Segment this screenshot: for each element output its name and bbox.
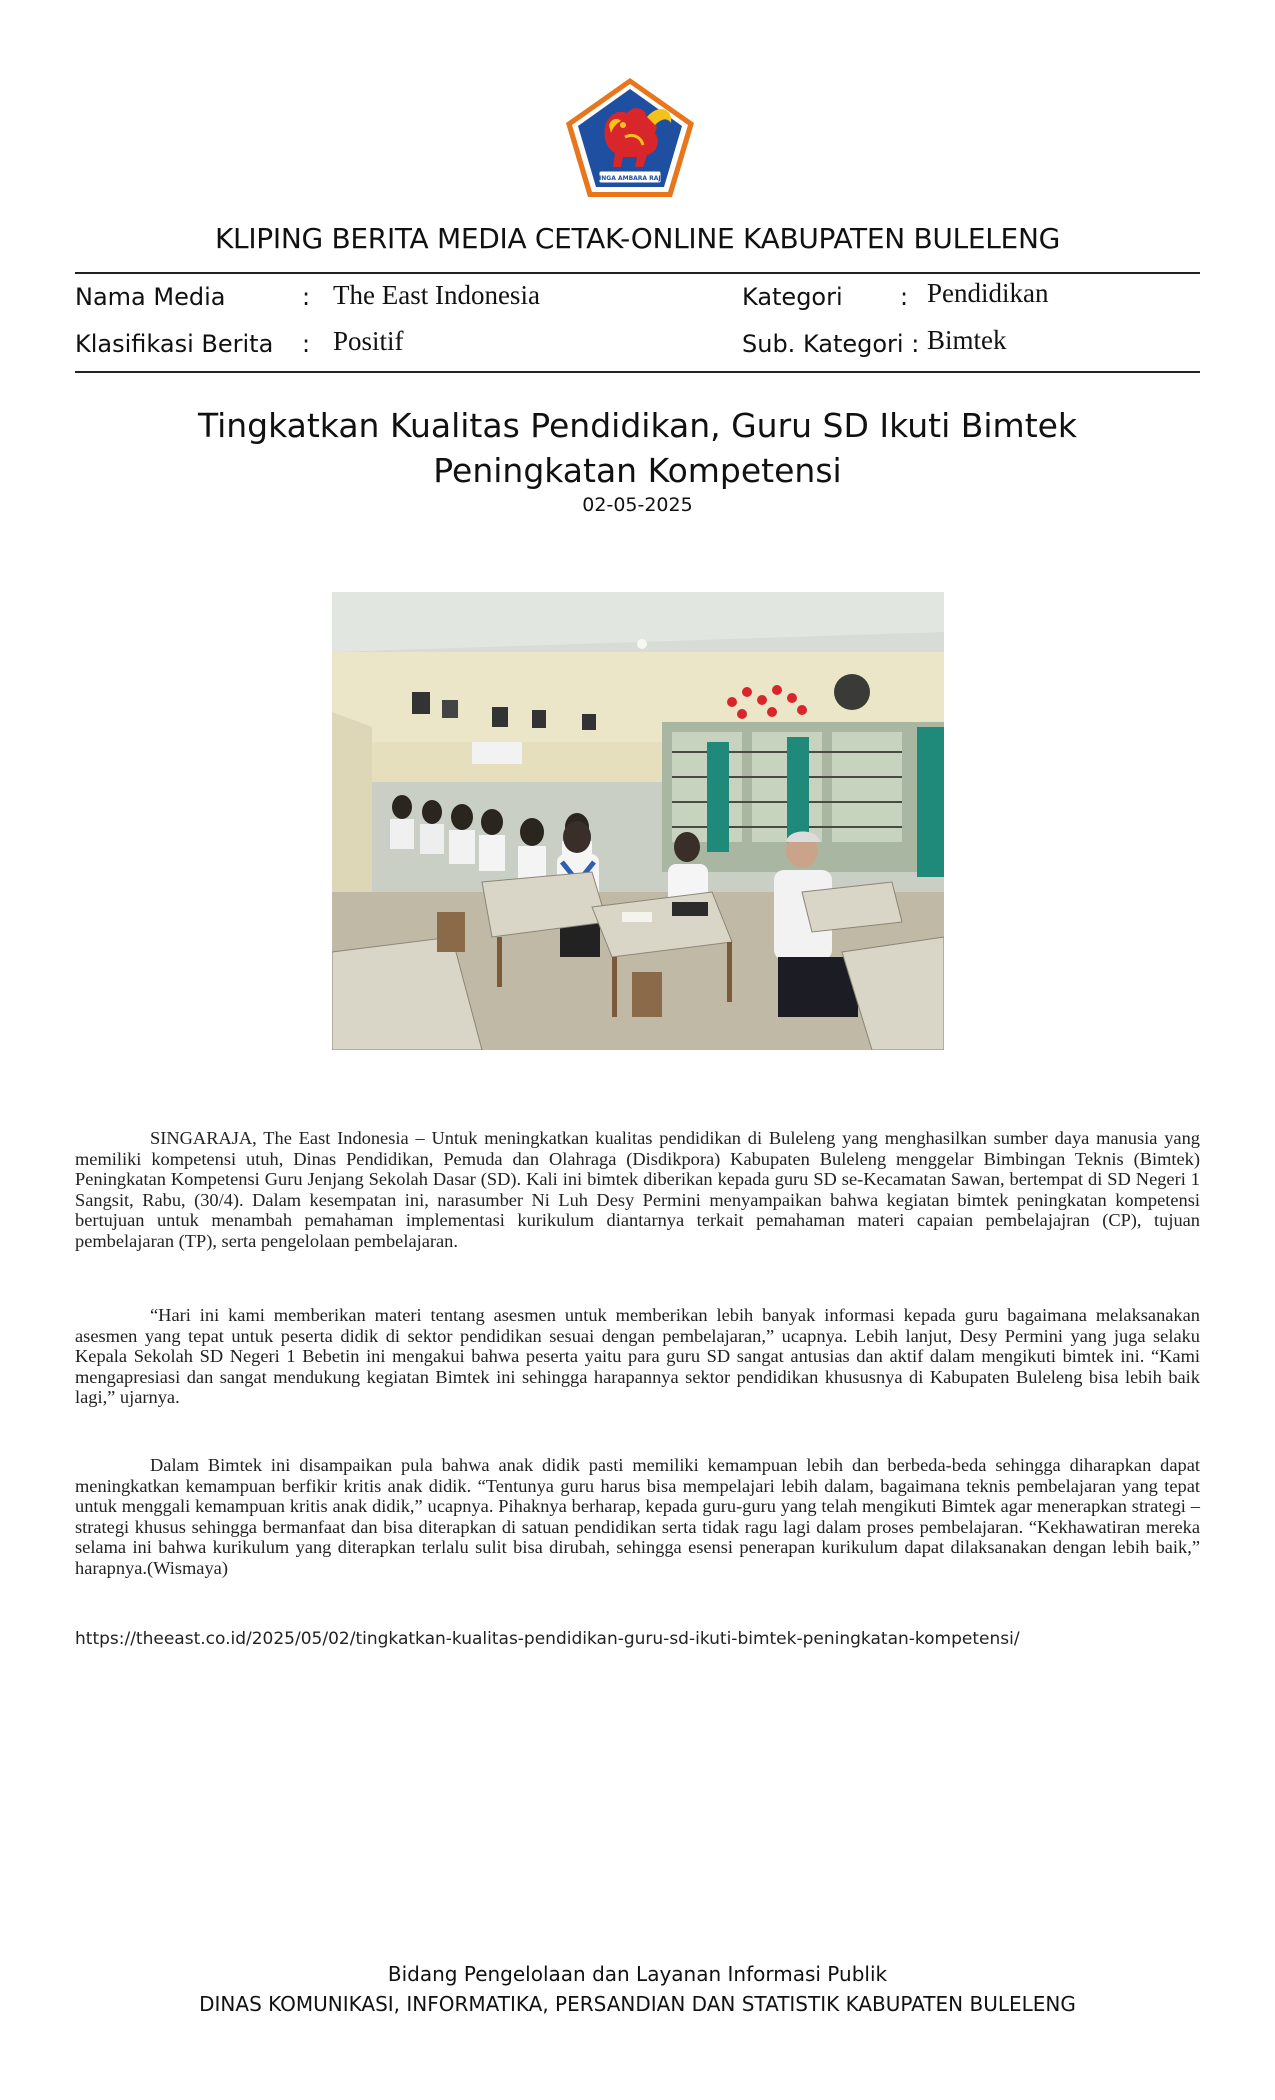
- footer-agency: DINAS KOMUNIKASI, INFORMATIKA, PERSANDIAN DAN STATISTIK KABUPATEN BULELENG: [199, 1992, 1076, 2016]
- article-title-line2: Peningkatan Kompetensi: [433, 451, 842, 490]
- klasifikasi-label: Klasifikasi Berita: [75, 330, 274, 358]
- media-colon: :: [302, 283, 311, 311]
- paragraph-text: SINGARAJA, The East Indonesia – Untuk meningkatkan kualitas pendidikan di Buleleng yang menghasilkan sumber daya manusia yang memiliki kompetensi utuh, Dinas Pendidikan, Pemuda dan Olahraga (Disdikpora) Kabupaten Buleleng menggelar Bimbingan Teknis (Bimtek) Peningkatan Kompetensi Guru Jenjang Sekolah Dasar (SD). Kali ini bimtek diberikan kepada guru SD se-Kecamatan Sawan, bertempat di SD Negeri 1 Sangsit, Rabu, (30/4). Dalam kesempatan ini, narasumber Ni Luh Desy Permini menyampaikan bahwa kegiatan bimtek peningkatan kompetensi bertujuan untuk menambah pemahaman implementasi kurikulum diantarnya terkait pemahaman materi capaian pembelajajran (CP), tujuan pembelajaran (TP), serta pengelolaan pembelajaran.: [75, 1128, 1200, 1251]
- subkategori-value: Bimtek: [927, 325, 1007, 355]
- article-title-line1: Tingkatkan Kualitas Pendidikan, Guru SD Ikuti Bimtek: [197, 406, 1078, 445]
- article-date: 02-05-2025: [582, 494, 693, 516]
- source-url: https://theeast.co.id/2025/05/02/tingkatkan-kualitas-pendidikan-guru-sd-ikuti-bimtek-peningkatan-kompetensi/: [75, 1629, 1020, 1649]
- header-rule-top: [75, 272, 1200, 274]
- classroom-photo: [332, 592, 944, 1050]
- paragraph-text: “Hari ini kami memberikan materi tentang asesmen untuk memberikan lebih banyak informasi kepada guru bagaimana melaksanakan asesmen yang tepat untuk peserta didik di sektor pendidikan sesuai dengan pembelajaran,” ucapnya. Lebih lanjut, Desy Permini yang juga selaku Kepala Sekolah SD Negeri 1 Bebetin ini mengakui bahwa peserta yaitu para guru SD sangat antusias dan aktif dalam mengikuti bimtek ini. “Kami mengapresiasi dan sangat mendukung kegiatan Bimtek ini sehingga harapannya sektor pendidikan khususnya di Kabupaten Buleleng bisa lebih baik lagi,” ujarnya.: [75, 1305, 1200, 1407]
- kategori-value: Pendidikan: [927, 278, 1049, 308]
- media-value: The East Indonesia: [333, 280, 540, 310]
- header-rule-bottom: [75, 371, 1200, 373]
- klasifikasi-value: Positif: [333, 326, 404, 356]
- article-title: [100, 403, 1175, 493]
- paragraph-text: Dalam Bimtek ini disampaikan pula bahwa anak didik pasti memiliki kemampuan lebih dan berbeda-beda sehingga diharapkan dapat meningkatkan kemampuan berfikir kritis anak didik. “Tentunya guru harus bisa mempelajari lebih dalam, bagaimana teknis pembelajaran yang tepat untuk menggali kemampuan kritis anak didik,” ucapnya. Pihaknya berharap, kepada guru-guru yang telah mengikuti Bimtek agar menerapkan strategi – strategi khusus sehingga bermanfaat dan bisa diterapkan di satuan pendidikan serta tidak ragu lagi dalam proses pembelajaran. “Kekhawatiran mereka selama ini bahwa kurikulum yang diterapkan terlalu sulit bisa dirubah, sehingga esensi penerapan kurikulum dapat dilaksanakan dengan lebih baik,” harapnya.(Wismaya): [75, 1455, 1200, 1578]
- article-paragraph-2: [75, 1305, 1200, 1408]
- kategori-label: Kategori: [742, 283, 843, 311]
- klasifikasi-colon: :: [302, 330, 311, 358]
- article-paragraph-3: [75, 1455, 1200, 1578]
- buleleng-regency-emblem-icon: [563, 75, 697, 200]
- subkategori-label: Sub. Kategori :: [742, 330, 920, 358]
- media-label: Nama Media: [75, 283, 226, 311]
- footer-division: Bidang Pengelolaan dan Layanan Informasi Publik: [387, 1962, 888, 1986]
- logo-caption: SINGA AMBARA RAJA: [594, 175, 666, 182]
- clipping-header-title: KLIPING BERITA MEDIA CETAK-ONLINE KABUPATEN BULELENG: [214, 222, 1060, 255]
- article-paragraph-1: [75, 1128, 1200, 1251]
- kategori-colon: :: [900, 283, 909, 311]
